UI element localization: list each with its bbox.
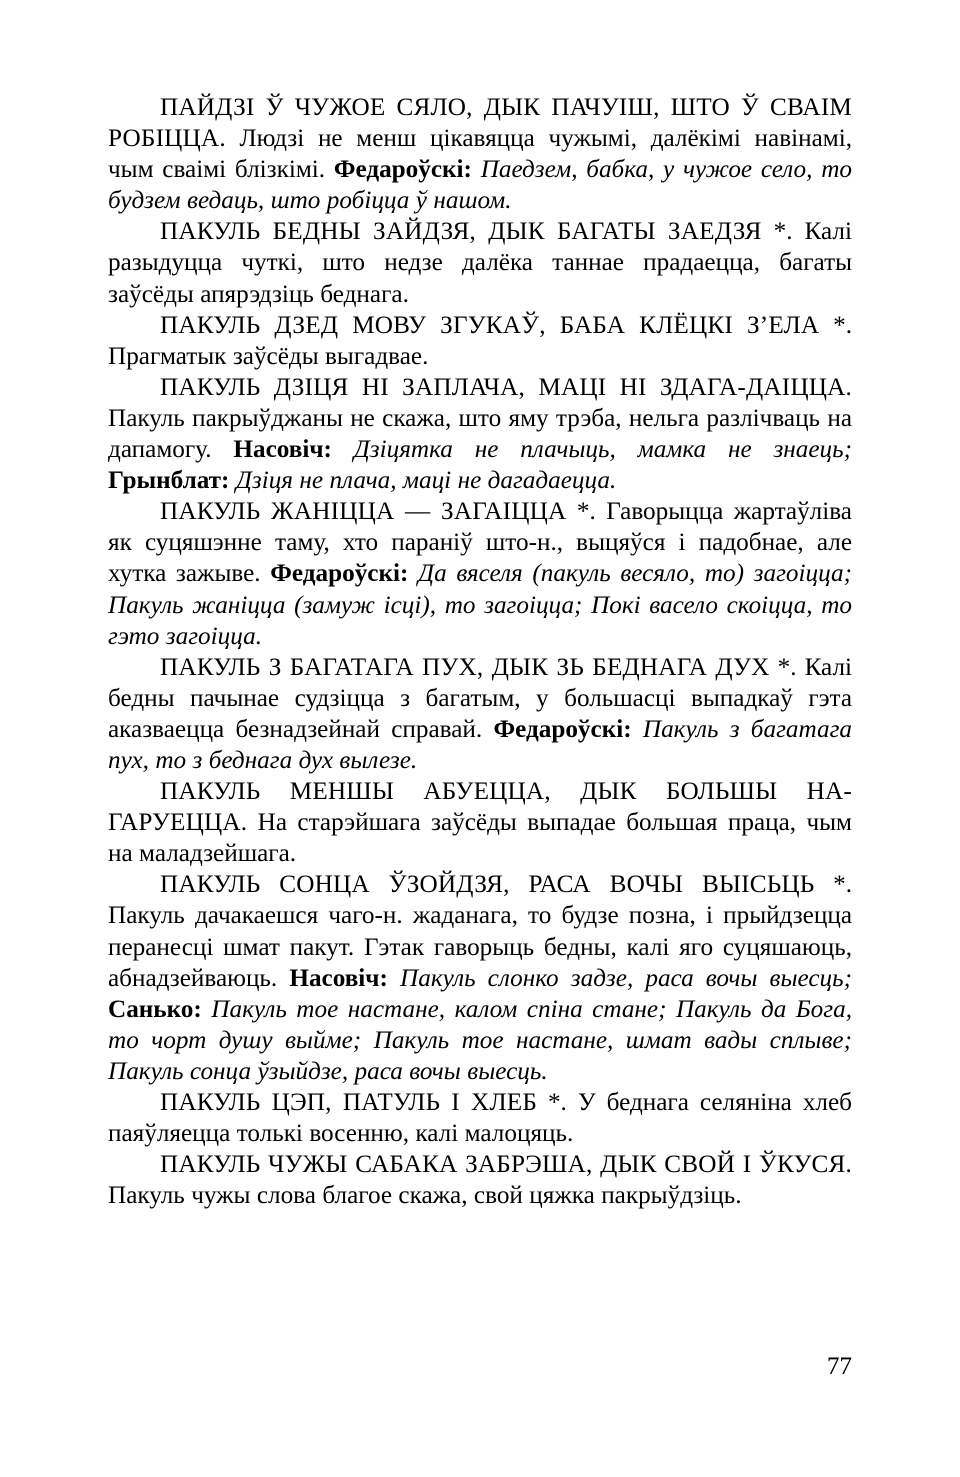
dictionary-entry: ПАКУЛЬ ЖАНІЦЦА — ЗАГАІЦЦА *. Гаворыцца жартаўліва як суцяшэнне таму, хто параніў што-н., выцяўся і падобнае, але хутка зажыве. Федароўскі: Да вяселя (пакуль весяло, то) загоіцца; Пакуль жаніцца (замуж ісці), то загоіцца; Покі васело скоіцца, то гэто загоіцца. bbox=[108, 498, 852, 650]
dictionary-entry bbox=[108, 372, 852, 496]
citation-quote: Пакуль слонко задзе, раса вочы выесць; bbox=[400, 964, 853, 992]
citation-quote: Паедзем, бабка, у чужое село, то будзем ведаць, што робіцца ў нашом. bbox=[108, 156, 852, 215]
citation-source: Грынблат: bbox=[108, 467, 230, 495]
dictionary-entry bbox=[108, 92, 852, 216]
entry-definition: Пакуль дачакаешся чаго-н. жаданага, то будзе позна, і прыйдзецца перанесці шмат пакут. Гэтак гаворыць бедны, калі яго суцяшаюць, абнадзейваюць. bbox=[108, 902, 852, 992]
footnote-marker: * bbox=[833, 311, 846, 339]
citation-quote: Дзіцятка не плачыць, мамка не знаець; bbox=[353, 436, 852, 464]
entry-headword: ПАКУЛЬ ДЗЕД МОВУ ЗГУКАЎ, БАБА КЛЁЦКІ З’ЕЛА bbox=[160, 311, 820, 339]
footnote-marker: * bbox=[777, 653, 791, 681]
citation-quote: Да вяселя (пакуль весяло, то) загоіцца; Пакуль жаніцца (замуж ісці), то загоіцца; Покі васело скоіцца, то гэто загоіцца. bbox=[108, 560, 852, 650]
footnote-marker: * bbox=[833, 871, 846, 899]
citation-quote: Пакуль з багатага пух, то з беднага дух вылезе. bbox=[108, 715, 852, 774]
dictionary-entry: ПАКУЛЬ ДЗЕД МОВУ ЗГУКАЎ, БАБА КЛЁЦКІ З’ЕЛА *. Прагматык заўсёды выгадвае. bbox=[108, 311, 852, 370]
dictionary-entry bbox=[108, 1149, 852, 1211]
dictionary-entry: ПАКУЛЬ З БАГАТАГА ПУХ, ДЫК ЗЬ БЕДНАГА ДУХ *. Калі бедны пачынае судзіцца з багатым, у большасці выпадкаў гэта аказваецца безнадзейнай справай. Федароўскі: Пакуль з багатага пух, то з беднага дух вылезе. bbox=[108, 653, 853, 774]
entry-headword: ПАКУЛЬ ЧУЖЫ САБАКА ЗАБРЭША, ДЫК СВОЙ І ЎКУСЯ. bbox=[160, 1151, 852, 1179]
dictionary-entry: ПАКУЛЬ БЕДНЫ ЗАЙДЗЯ, ДЫК БАГАТЫ ЗАЕДЗЯ *. Калі разыдуцца чуткі, што недзе далёка таннае прадаецца, багаты заўсёды апярэдзіць беднага. bbox=[108, 218, 852, 308]
citation-source: Федароўскі: bbox=[333, 156, 472, 184]
footnote-marker: * bbox=[773, 218, 787, 246]
entry-definition: Людзі не менш цікавяцца чужымі, далёкімі навінамі, чым сваімі блізкімі. bbox=[108, 125, 852, 184]
citation-source: Федароўскі: bbox=[270, 560, 409, 588]
entry-definition: У беднага селяніна хлеб паяўляецца толькі восенню, калі малоцяць. bbox=[108, 1089, 852, 1148]
citation-quote: Дзіця не плача, маці не дагадаецца. bbox=[235, 467, 617, 495]
citation-quote: Пакуль тое настане, калом спіна стане; Пакуль да Бога, то чорт душу выйме; Пакуль тое настане, шмат вады сплыве; Пакуль сонца ўзыйдзе, раса вочы выесць. bbox=[108, 995, 852, 1085]
footnote-marker: * bbox=[547, 1089, 561, 1116]
entry-definition: Калі разыдуцца чуткі, што недзе далёка таннае прадаецца, багаты заўсёды апярэдзіць беднага. bbox=[108, 218, 852, 308]
entry-definition: На старэйшага заўсёды выпадае большая праца, чым на маладзейшага. bbox=[108, 809, 852, 868]
page-number: 77 bbox=[826, 1353, 852, 1380]
dictionary-entry: ПАКУЛЬ СОНЦА ЎЗОЙДЗЯ, РАСА ВОЧЫ ВЫІСЬЦЬ *. Пакуль дачакаешся чаго-н. жаданага, то будзе позна, і прыйдзецца перанесці шмат пакут. Гэтак гаворыць бедны, калі яго суцяшаюць, абнадзейваюць. Насовіч: Пакуль слонко задзе, раса вочы выесць; Санько: Пакуль тое настане, калом спіна стане; Пакуль да Бога, то чорт душу выйме; Пакуль тое настане, шмат вады сплыве; Пакуль сонца ўзыйдзе, раса вочы выесць. bbox=[108, 871, 853, 1085]
entry-headword: ПАКУЛЬ МЕНШЫ АБУЕЦЦА, ДЫК БОЛЬШЫ НА-ГАРУЕЦЦА. bbox=[108, 778, 852, 837]
citation-source: Санько: bbox=[108, 995, 202, 1023]
citation-source: Насовіч: bbox=[289, 964, 388, 992]
entry-headword: ПАКУЛЬ СОНЦА ЎЗОЙДЗЯ, РАСА ВОЧЫ ВЫІСЬЦЬ bbox=[160, 871, 815, 899]
entry-definition: Калі бедны пачынае судзіцца з багатым, у большасці выпадкаў гэта аказваецца безнадзейнай справай. bbox=[108, 653, 853, 743]
entry-headword: ПАКУЛЬ ЦЭП, ПАТУЛЬ І ХЛЕБ bbox=[160, 1089, 537, 1116]
entry-definition: Пакуль чужы слова благое скажа, свой цяжка пакрыўдзіць. bbox=[108, 1182, 742, 1210]
entry-definition: Гаворыцца жартаўліва як суцяшэнне таму, хто параніў што-н., выцяўся і падобнае, але хутка зажыве. bbox=[108, 498, 852, 588]
entry-headword: ПАКУЛЬ ЖАНІЦЦА — ЗАГАІЦЦА bbox=[160, 498, 567, 526]
entry-headword: ПАКУЛЬ ДЗІЦЯ НІ ЗАПЛАЧА, МАЦІ НІ ЗДАГА-ДАІЦЦА. bbox=[160, 373, 852, 401]
entry-headword: ПАЙДЗІ Ў ЧУЖОЕ СЯЛО, ДЫК ПАЧУІШ, ШТО Ў СВАІМ РОБІЦЦА. bbox=[108, 94, 852, 153]
citation-source: Федароўскі: bbox=[493, 715, 632, 743]
citation-source: Насовіч: bbox=[233, 436, 332, 464]
entry-definition: Прагматык заўсёды выгадвае. bbox=[108, 342, 429, 370]
dictionary-entry: ПАКУЛЬ ЦЭП, ПАТУЛЬ І ХЛЕБ *. У беднага селяніна хлеб паяўляецца толькі восенню, калі малоцяць. bbox=[108, 1089, 852, 1148]
entry-headword: ПАКУЛЬ З БАГАТАГА ПУХ, ДЫК ЗЬ БЕДНАГА ДУХ bbox=[160, 653, 770, 681]
entry-headword: ПАКУЛЬ БЕДНЫ ЗАЙДЗЯ, ДЫК БАГАТЫ ЗАЕДЗЯ bbox=[160, 218, 762, 246]
footnote-marker: * bbox=[576, 498, 590, 526]
text-column bbox=[108, 92, 852, 1211]
entry-definition: Пакуль пакрыўджаны не скажа, што яму трэба, нельга разлічваць на дапамогу. bbox=[108, 404, 852, 464]
dictionary-entry bbox=[108, 776, 852, 869]
